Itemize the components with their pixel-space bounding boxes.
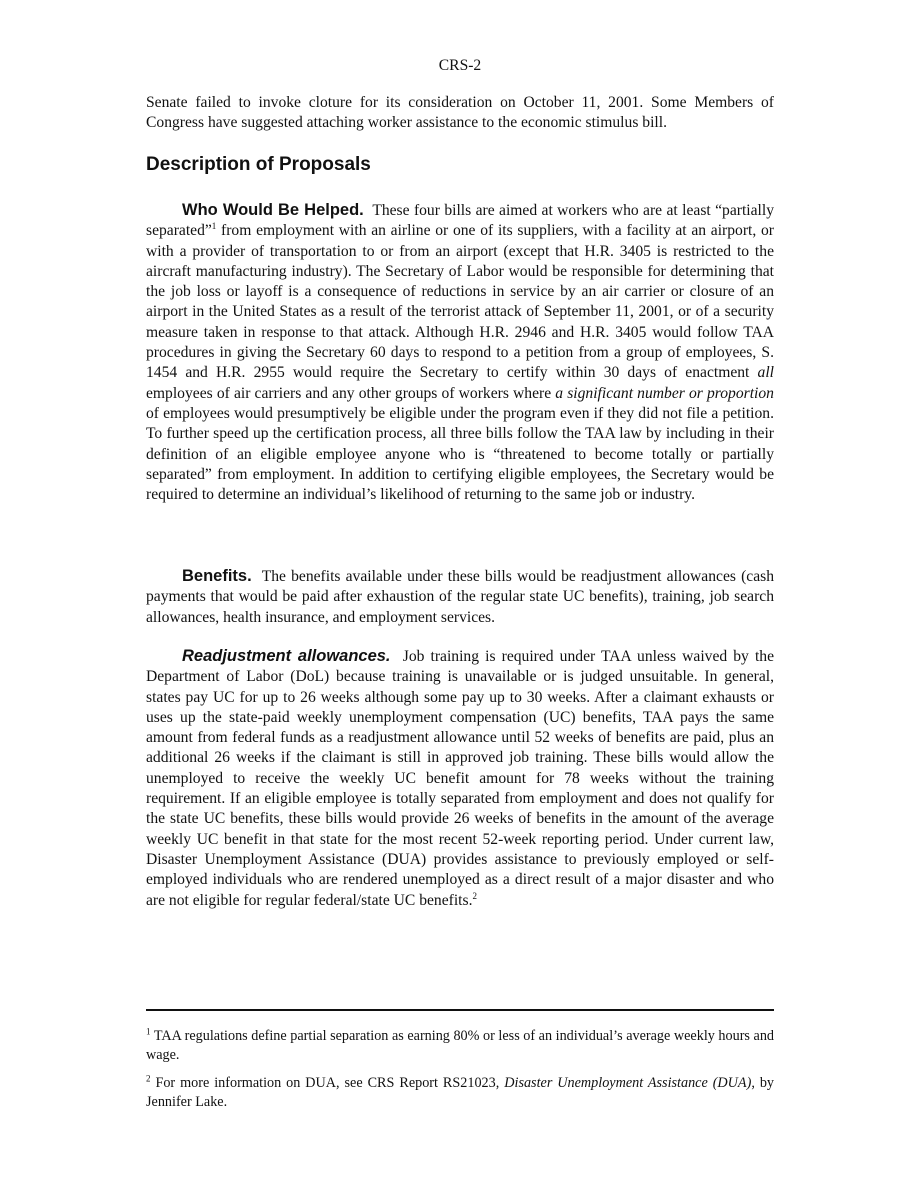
who-helped-text-3: employees of air carriers and any other groups of workers where <box>146 384 556 402</box>
footnote-2 <box>146 1074 774 1112</box>
who-helped-text-4: of employees would presumptively be eligible under the program even if they did not file a petition. To further speed up the certification process, all three bills follow the TAA law by including in their definition of an eligible employee anyone who is “threatened to become totally or partially separated” from employment. In addition to certifying eligible employees, the Secretary would be required to determine an individual’s likelihood of returning to the same job or industry. <box>146 404 774 504</box>
footnote-2-report-title: Disaster Unemployment Assistance (DUA) <box>504 1075 752 1091</box>
footnote-1-text: TAA regulations define partial separation as earning 80% or less of an individual’s average weekly hours and wage. <box>146 1028 775 1063</box>
who-helped-text-2: from employment with an airline or one of its suppliers, with a facility at an airport, or with a provider of transportation to or from an airport (except that H.R. 3405 is restricted to the aircraft manufacturing industry). The Secretary of Labor would be responsible for determining that the job loss or layoff is a consequence of reductions in service by an air carrier or closure of an airport in the United States as a result of the terrorist attack of September 11, 2001, or of a security measure taken in response to that attack. Although H.R. 2946 and H.R. 3405 would follow TAA procedures in giving the Secretary 60 days to respond to a petition from a group of employees, S. 1454 and H.R. 2955 would require the Secretary to certify within 30 days of enactment <box>146 222 774 382</box>
footnotes <box>146 1027 774 1121</box>
footnote-ref-1[interactable]: 1 <box>211 221 217 232</box>
benefits-paragraph <box>146 566 774 628</box>
readjustment-text: Job training is required under TAA unless waived by the Department of Labor (DoL) because training is unavailable or is judged unsuitable. In general, states pay UC for up to 26 weeks although some pay up to 30 weeks. After a claimant exhausts or uses up the state-paid weekly unemployment compensation (UC) benefits, TAA pays the same amount from federal funds as a readjustment allowance until 52 weeks of benefits are paid, plus an additional 26 weeks if the claimant is still in approved job training. These bills would allow the unemployed to receive the weekly UC benefit amount for 78 weeks without the training requirement. If an eligible employee is totally separated from employment and does not qualify for the state UC benefits, these bills would provide 26 weeks of benefits in the amount of the average weekly UC benefit in that state for the most recent 52-week reporting period. Under current law, Disaster Unemployment Assistance (DUA) provides assistance to previously employed or self-employed individuals who are rendered unemployed as a direct result of a major disaster and who are not eligible for regular federal/state UC benefits. <box>146 648 775 909</box>
section-heading: Description of Proposals <box>146 154 371 175</box>
who-helped-emphasis-proportion: a significant number or proportion <box>555 384 774 402</box>
footnote-2-number: 2 <box>146 1073 151 1084</box>
readjustment-heading: Readjustment allowances. <box>182 647 391 665</box>
footnote-divider <box>146 1009 774 1011</box>
benefits-text: The benefits available under these bills would be readjustment allowances (cash payments that would be paid after exhaustion of the regular state UC benefits), training, job search allowances, health insurance, and employment services. <box>146 568 774 626</box>
footnote-1-number: 1 <box>146 1026 151 1037</box>
who-helped-text-1: These four bills are aimed at workers who are at least “partially separated” <box>146 202 775 240</box>
page-number: CRS-2 <box>438 57 482 74</box>
readjustment-paragraph <box>146 646 774 911</box>
who-helped-paragraph <box>146 200 774 505</box>
footnote-2-text-before: For more information on DUA, see CRS Report RS21023, <box>155 1075 505 1091</box>
intro-paragraph: Senate failed to invoke cloture for its consideration on October 11, 2001. Some Members of Congress have suggested attaching worker assistance to the economic stimulus bill. <box>146 94 774 132</box>
who-helped-heading: Who Would Be Helped. <box>182 201 364 219</box>
footnote-1 <box>146 1027 774 1065</box>
footnote-2-text-after: , by Jennifer Lake. <box>146 1075 775 1110</box>
benefits-heading: Benefits. <box>182 567 252 585</box>
footnote-ref-2[interactable]: 2 <box>472 890 477 901</box>
who-helped-emphasis-all: all <box>757 364 774 382</box>
